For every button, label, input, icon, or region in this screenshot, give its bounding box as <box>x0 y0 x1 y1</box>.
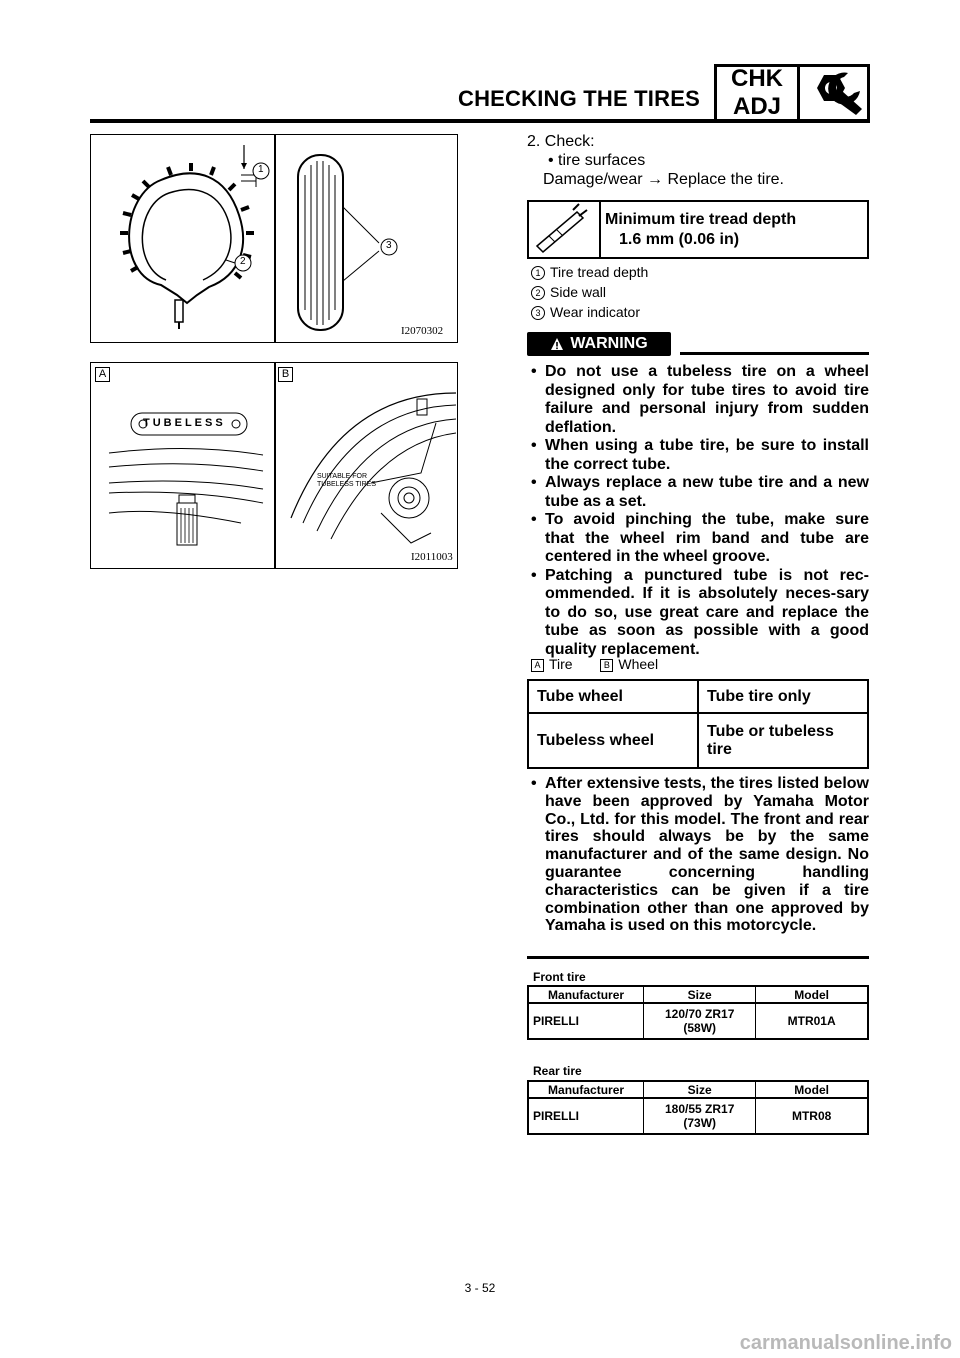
callout-1: 1 <box>258 164 264 175</box>
column-header: Model <box>756 986 868 1003</box>
page-title: CHECKING THE TIRES <box>458 86 700 111</box>
legend-text: Side wall <box>550 284 607 300</box>
legend-number: 1 <box>531 266 545 280</box>
tubeless-marking: TUBELESS <box>143 417 226 429</box>
warning-item: • Always replace a new tube tire and a new tube as a set. <box>527 474 869 511</box>
warning-label: WARNING <box>570 335 648 352</box>
table-row <box>528 713 868 768</box>
legend-text: Wear indicator <box>550 304 641 320</box>
key-b-text: Wheel <box>618 656 659 672</box>
check-item-text: tire surfaces <box>558 152 646 169</box>
table-cell: Tubeless wheel <box>528 713 698 768</box>
wheel-tire-table <box>527 679 869 769</box>
rear-tire-table <box>527 1080 869 1135</box>
legend-number: 2 <box>531 286 545 300</box>
figure-code: I2011003 <box>411 551 453 563</box>
approval-note-text: • After extensive tests, the tires listed below have been approved by Yamaha Motor Co., Ltd. for this model. The front and rear tires should always be by the same manufacturer and of the same design. No guarantee concerning handling characteristics can be given if a tire combination other than one approved by Yamaha is used on this motorcycle. <box>527 775 869 935</box>
tire-and-wheel-drawing <box>91 363 456 567</box>
size-cell <box>644 1003 756 1039</box>
legend-item <box>531 264 648 280</box>
size-line1: 120/70 ZR17 <box>664 1007 735 1021</box>
approval-note <box>527 775 869 935</box>
key-a: A <box>531 659 544 672</box>
check-step: 2. Check: <box>527 133 595 150</box>
figure-code: I2070302 <box>401 325 444 337</box>
spec-label: Minimum tire tread depth <box>605 211 797 228</box>
code-chk: CHK <box>731 65 783 92</box>
rear-tire-caption: Rear tire <box>533 1064 582 1078</box>
front-tire-caption: Front tire <box>533 970 586 984</box>
legend-text: Tire tread depth <box>550 264 649 280</box>
table-row <box>528 680 868 713</box>
rim-marking-line2: TUBELESS TIRES <box>317 481 377 488</box>
figure-key <box>531 656 658 672</box>
code-adj: ADJ <box>732 93 781 120</box>
section-badge <box>714 64 870 122</box>
model-cell: MTR01A <box>756 1003 868 1039</box>
wrench-nut-icon <box>800 67 867 119</box>
watermark: carmanualsonline.info <box>739 1332 952 1354</box>
warning-triangle-icon <box>550 337 564 351</box>
bullet-icon: • <box>548 152 559 169</box>
warning-item: • Patching a punctured tube is not rec-ommended. If it is absolutely neces-sary to do so, use great care and replace the tube as soon as possible with a good quality replacement. <box>527 567 869 660</box>
warning-item: • When using a tube tire, be sure to install the correct tube. <box>527 437 869 474</box>
column-header: Manufacturer <box>528 986 644 1003</box>
size-line1: 180/55 ZR17 <box>664 1102 735 1116</box>
table-header-row <box>528 1081 868 1098</box>
size-line2: (58W) <box>683 1021 717 1035</box>
tire-cross-section-drawing <box>91 135 456 341</box>
figure-tubeless-markings <box>90 362 458 569</box>
table-row <box>528 1098 868 1134</box>
figure-tire-wear <box>90 134 458 343</box>
warning-list <box>527 363 869 659</box>
table-cell: Tube or tubeless tire <box>698 713 868 768</box>
caliper-icon <box>529 202 601 257</box>
column-header: Model <box>756 1081 868 1098</box>
spec-value: 1.6 mm (0.06 in) <box>619 231 740 248</box>
size-cell <box>644 1098 756 1134</box>
rim-marking-line1: SUITABLE FOR <box>317 473 368 480</box>
page-number: 3 - 52 <box>464 1281 496 1295</box>
column-header: Manufacturer <box>528 1081 644 1098</box>
label-b: B <box>278 367 293 382</box>
check-result: Damage/wear → Replace the tire. <box>543 171 784 188</box>
spec-box <box>527 200 869 259</box>
section-codes <box>717 67 800 119</box>
warning-item: • Do not use a tubeless tire on a wheel designed only for tube tires to avoid tire failure and personal injury from sudden deflation. <box>527 363 869 437</box>
warning-end-rule <box>527 956 869 959</box>
warning-item: • To avoid pinching the tube, make sure that the wheel rim band and tube are centered in the wheel groove. <box>527 511 869 567</box>
warning-badge <box>527 332 671 356</box>
manufacturer-cell: PIRELLI <box>528 1003 644 1039</box>
legend-item <box>531 284 606 300</box>
legend-number: 3 <box>531 306 545 320</box>
key-a-text: Tire <box>549 656 573 672</box>
manufacturer-cell: PIRELLI <box>528 1098 644 1134</box>
table-cell: Tube wheel <box>528 680 698 713</box>
callout-2: 2 <box>240 256 246 267</box>
table-row <box>528 1003 868 1039</box>
column-header: Size <box>644 986 756 1003</box>
label-a: A <box>95 367 110 382</box>
size-line2: (73W) <box>683 1116 717 1130</box>
front-tire-table <box>527 985 869 1040</box>
column-header: Size <box>644 1081 756 1098</box>
key-b: B <box>600 659 613 672</box>
callout-3: 3 <box>386 240 392 251</box>
model-cell: MTR08 <box>756 1098 868 1134</box>
warning-rule <box>680 352 869 355</box>
table-header-row <box>528 986 868 1003</box>
table-cell: Tube tire only <box>698 680 868 713</box>
check-item <box>548 151 645 170</box>
legend-item <box>531 304 640 320</box>
